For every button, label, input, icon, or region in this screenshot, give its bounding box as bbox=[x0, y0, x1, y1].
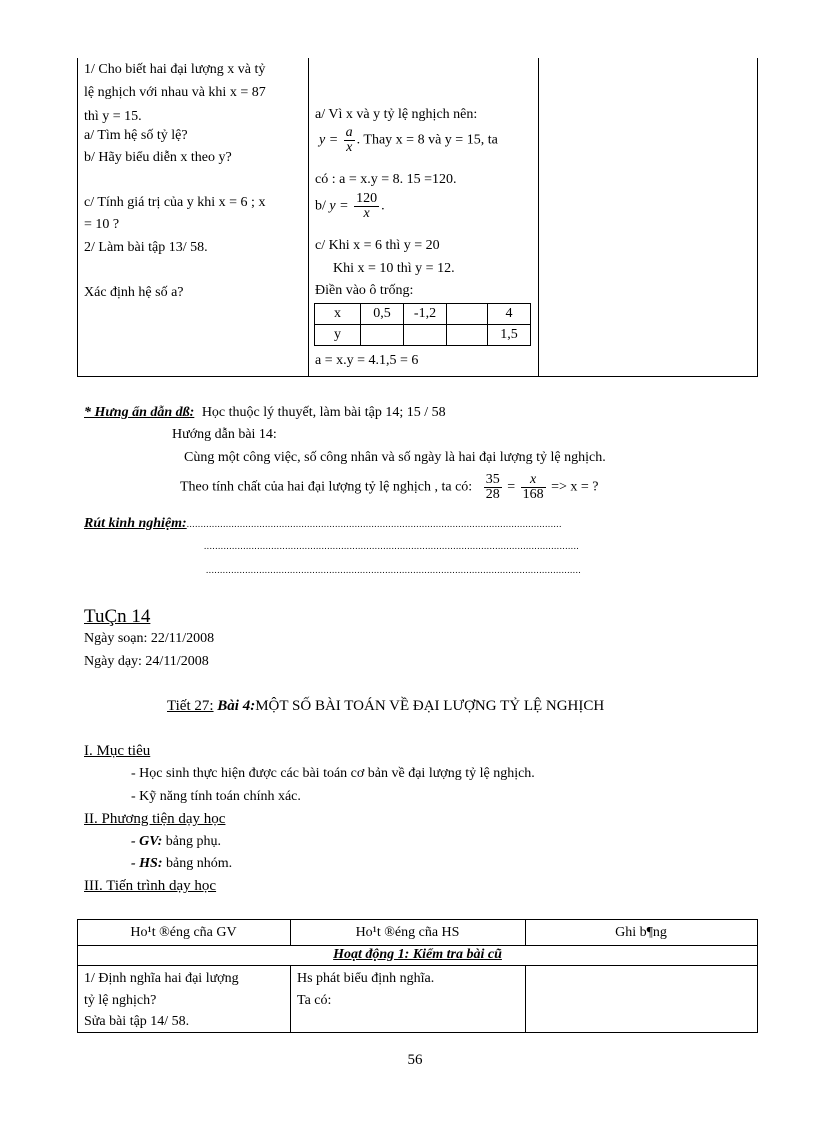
answer-formula bbox=[319, 126, 498, 155]
equals-sign: = bbox=[507, 479, 516, 495]
guidance-line: Cùng một công việc, số công nhân và số ngày là hai đại lượng tỷ lệ nghịch. bbox=[184, 450, 606, 465]
table-border bbox=[77, 58, 78, 377]
question-line: a/ Tìm hệ số tỷ lệ? bbox=[84, 128, 188, 143]
question-line: Xác định hệ số a? bbox=[84, 285, 184, 300]
table-border bbox=[77, 965, 758, 966]
lesson-number: Tiết 27: bbox=[167, 698, 214, 714]
denominator: x bbox=[363, 206, 370, 221]
list-item: - Kỹ năng tính toán chính xác. bbox=[131, 789, 301, 804]
table-border bbox=[308, 58, 309, 377]
fraction bbox=[521, 473, 546, 502]
table-border bbox=[77, 919, 758, 920]
table-cell bbox=[361, 325, 404, 346]
table-border bbox=[290, 965, 291, 1033]
answer-formula bbox=[315, 192, 385, 221]
table-cell: x bbox=[315, 304, 361, 325]
teach-date: Ngày dạy: 24/11/2008 bbox=[84, 654, 209, 669]
table-cell bbox=[447, 325, 488, 346]
column-header: Ho¹t ®éng cña HS bbox=[355, 925, 460, 940]
answer-line: a = x.y = 4.1,5 = 6 bbox=[315, 353, 419, 368]
list-item: - Học sinh thực hiện được các bài toán cơ bản về đại lượng tỷ lệ nghịch. bbox=[131, 766, 535, 781]
list-item-text: bảng phụ. bbox=[165, 834, 221, 849]
column-header: Ghi b¶ng bbox=[615, 925, 667, 940]
fill-in-table bbox=[314, 303, 531, 346]
answer-text: . bbox=[381, 198, 385, 214]
list-item-label: - GV: bbox=[131, 834, 163, 849]
guidance-formula-line bbox=[180, 473, 599, 502]
guidance-line bbox=[84, 405, 446, 421]
denominator: 168 bbox=[522, 487, 544, 502]
page-number: 56 bbox=[407, 1052, 423, 1068]
dotted-line: ...................................................................................................................................... bbox=[186, 519, 562, 529]
table-cell: y bbox=[315, 325, 361, 346]
prep-date: Ngày soạn: 22/11/2008 bbox=[84, 631, 215, 646]
lesson-name: MỘT SỐ BÀI TOÁN VỀ ĐẠI LƯỢNG TỶ LỆ NGHỊCH bbox=[255, 698, 605, 714]
fraction bbox=[344, 126, 355, 155]
answer-text: . Thay x = 8 và y = 15, ta bbox=[356, 132, 498, 148]
denominator: x bbox=[346, 140, 353, 155]
question-line: 1/ Cho biết hai đại lượng x và tỷ bbox=[84, 62, 266, 77]
activity-title: Hoạt động 1: Kiểm tra bài cũ bbox=[333, 947, 502, 962]
list-item-label: - HS: bbox=[131, 856, 163, 871]
answer-line: c/ Khi x = 6 thì y = 20 bbox=[315, 238, 440, 253]
dotted-line: ...................................................................................................................................... bbox=[206, 565, 582, 575]
table-cell: Sửa bài tập 14/ 58. bbox=[84, 1014, 190, 1029]
answer-line: a/ Vì x và y tỷ lệ nghịch nên: bbox=[315, 107, 478, 122]
table-border bbox=[757, 919, 758, 1033]
numerator: 120 bbox=[356, 191, 378, 206]
guidance-text: Học thuộc lý thuyết, làm bài tập 14; 15 / 58 bbox=[201, 405, 446, 420]
section-heading: I. Mục tiêu bbox=[84, 743, 151, 759]
question-line: 2/ Làm bài tập 13/ 58. bbox=[84, 240, 208, 255]
answer-text: b/ bbox=[315, 198, 326, 214]
table-border bbox=[538, 58, 539, 377]
column-header: Ho¹t ®éng cña GV bbox=[130, 925, 237, 940]
answer-line: có : a = x.y = 8. 15 =120. bbox=[315, 172, 457, 187]
experience-label: Rút kinh nghiệm: bbox=[84, 516, 187, 531]
question-line: lệ nghịch với nhau và khi x = 87 bbox=[84, 85, 266, 100]
list-item bbox=[131, 834, 221, 850]
table-cell: tỷ lệ nghịch? bbox=[84, 993, 157, 1008]
denominator: 28 bbox=[485, 487, 500, 502]
table-row bbox=[315, 325, 531, 346]
fraction bbox=[354, 192, 379, 221]
lesson-bai: Bài 4: bbox=[217, 698, 256, 714]
answer-line: Điền vào ô trống: bbox=[315, 283, 414, 298]
list-item bbox=[131, 856, 232, 872]
numerator: a bbox=[345, 125, 353, 140]
experience-line bbox=[84, 516, 562, 532]
numerator: x bbox=[521, 473, 546, 488]
table-cell bbox=[404, 325, 447, 346]
guidance-sub-label: Hướng dẫn bài 14: bbox=[172, 427, 277, 442]
question-line: = 10 ? bbox=[84, 217, 120, 232]
question-line: thì y = 15. bbox=[84, 109, 142, 124]
list-item-text: bảng nhóm. bbox=[166, 856, 233, 871]
lesson-title bbox=[167, 698, 604, 715]
table-row bbox=[315, 304, 531, 325]
table-cell: 0,5 bbox=[361, 304, 404, 325]
table-border bbox=[77, 945, 758, 946]
table-cell: 4 bbox=[488, 304, 531, 325]
section-heading: III. Tiến trình dạy học bbox=[84, 878, 217, 894]
answer-line: Khi x = 10 thì y = 12. bbox=[333, 261, 455, 276]
guidance-label: * Hưng ẩn dẫn dß: bbox=[84, 405, 195, 420]
table-cell: Hs phát biểu định nghĩa. bbox=[297, 971, 435, 986]
answer-text: y = bbox=[329, 198, 349, 214]
table-cell: 1,5 bbox=[488, 325, 531, 346]
guidance-text: => x = ? bbox=[551, 479, 599, 495]
table-cell: Ta có: bbox=[297, 993, 332, 1008]
table-border bbox=[77, 1032, 758, 1033]
table-cell: -1,2 bbox=[404, 304, 447, 325]
table-border bbox=[757, 58, 758, 377]
dotted-line: ...................................................................................................................................... bbox=[204, 541, 580, 551]
fraction bbox=[484, 473, 502, 502]
table-border bbox=[77, 376, 758, 377]
table-border bbox=[525, 965, 526, 1033]
table-cell: 1/ Định nghĩa hai đại lượng bbox=[84, 971, 239, 986]
guidance-text: Theo tính chất của hai đại lượng tỷ lệ nghịch , ta có: bbox=[180, 479, 473, 495]
answer-text: y = bbox=[319, 132, 339, 148]
table-cell bbox=[447, 304, 488, 325]
week-title: TuÇn 14 bbox=[84, 606, 151, 627]
question-line: c/ Tính giá trị của y khi x = 6 ; x bbox=[84, 195, 266, 210]
numerator: 35 bbox=[485, 472, 500, 487]
section-heading: II. Phương tiện dạy học bbox=[84, 811, 226, 827]
question-line: b/ Hãy biểu diễn x theo y? bbox=[84, 150, 232, 165]
